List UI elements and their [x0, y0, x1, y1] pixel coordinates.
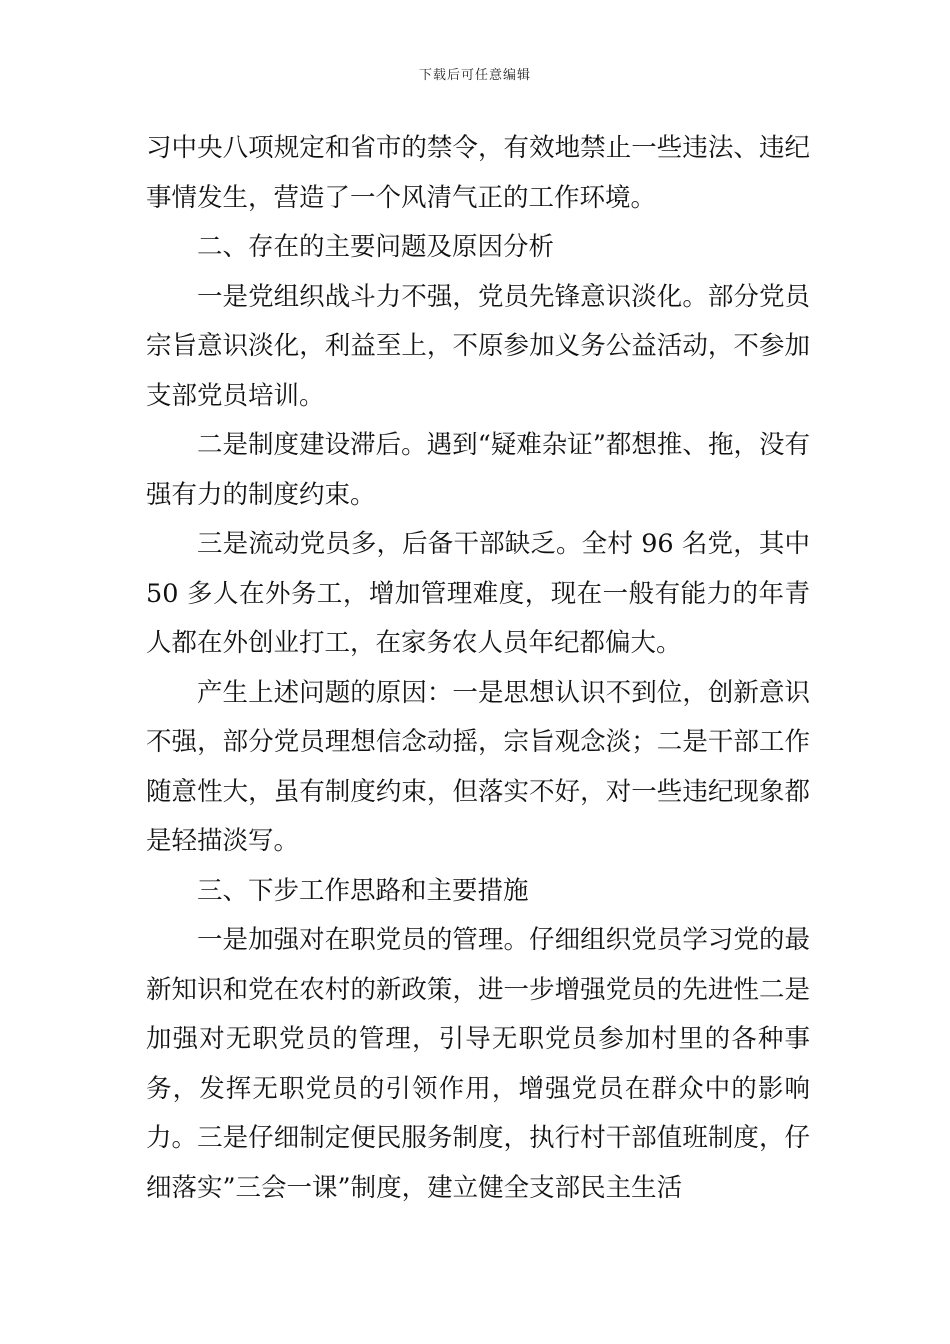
section-heading-3: 三、下步工作思路和主要措施 — [197, 875, 529, 906]
section-heading-2: 二、存在的主要问题及原因分析 — [197, 232, 555, 262]
paragraph-8: 一是加强对在职党员的管理。仔细组织党员学习党的最新知识和党在农村的新政策，进一步增强党员的先进性二是加强对无职党员的管理，引导无职党员参加村里的各种事务，发挥无职党员的引领作用，增强党员在群众中的影响力。三是仔细制定便民服务制度，执行村干部值班制度，仔细落实”三会一课”制度，建立健全支部民主生活 — [146, 925, 810, 1203]
paragraph-6: 产生上述问题的原因：一是思想认识不到位，创新意识不强，部分党员理想信念动摇，宗旨观念淡；二是干部工作随意性大，虽有制度约束，但落实不好，对一些违纪现象都是轻描淡写。 — [146, 677, 810, 856]
paragraph-5: 三是流动党员多，后备干部缺乏。全村 96 名党，其中 50 多人在外务工，增加管理难度，现在一般有能力的年青人都在外创业打工，在家务农人员年纪都偏大。 — [146, 529, 810, 658]
paragraph-1: 习中央八项规定和省市的禁令，有效地禁止一些违法、违纪事情发生，营造了一个风清气正的工作环境。 — [146, 133, 810, 213]
paragraph-4: 二是制度建设滞后。遇到“疑难杂证”都想推、拖，没有强有力的制度约束。 — [146, 430, 810, 510]
paragraph-3: 一是党组织战斗力不强，党员先锋意识淡化。部分党员宗旨意识淡化，利益至上，不原参加义务公益活动，不参加支部党员培训。 — [146, 281, 810, 411]
page-header-note: 下载后可任意编辑 — [418, 68, 531, 83]
document-body — [146, 124, 810, 1213]
